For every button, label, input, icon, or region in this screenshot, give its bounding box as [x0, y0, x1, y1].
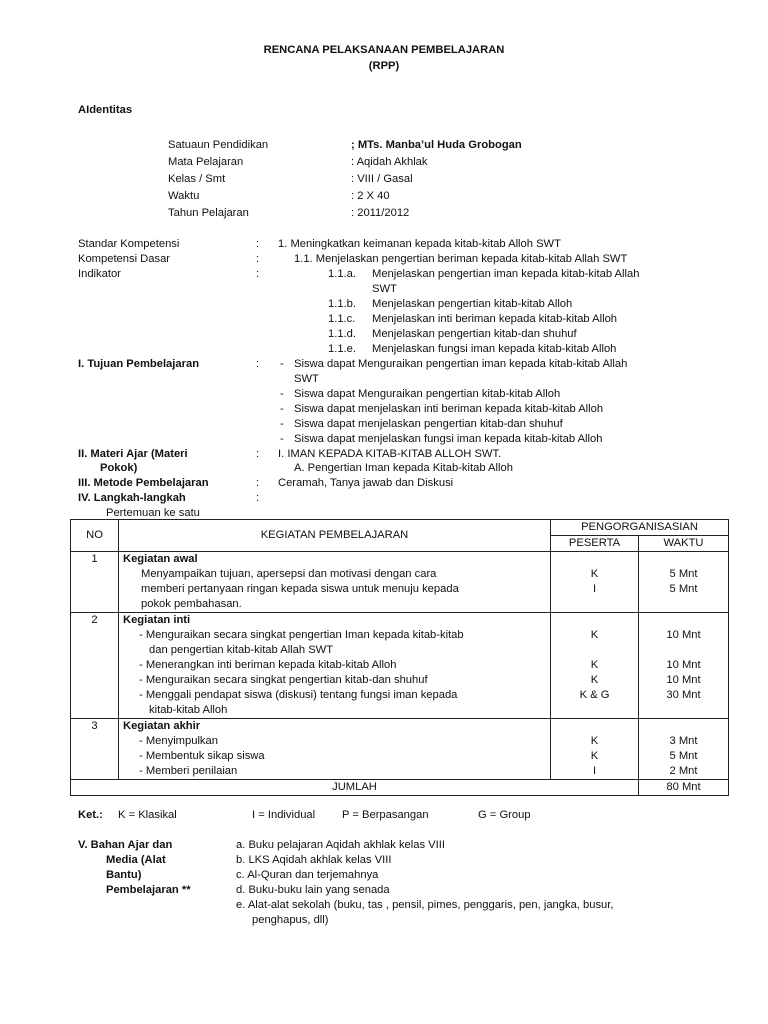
identitas-value: : 2011/2012 — [351, 207, 410, 219]
section-line: memberi pertanyaan ringan kepada siswa untuk menuju kepada — [141, 583, 459, 595]
waktu-value: 2 Mnt — [669, 765, 698, 777]
jumlah-label: JUMLAH — [71, 780, 639, 796]
section-line: - Menguraikan secara singkat pengertian Iman kepada kitab-kitab — [139, 629, 464, 641]
section-line: Menyampaikan tujuan, apersepsi dan motivasi dengan cara — [141, 568, 437, 580]
identitas-label: Tahun Pelajaran — [168, 207, 249, 219]
tujuan-item-cont: SWT — [294, 373, 319, 385]
ket-p: P = Berpasangan — [342, 809, 429, 821]
header-pengorganisasian: PENGORGANISASIAN — [551, 520, 729, 536]
bullet-dash: - — [280, 433, 284, 445]
colon: : — [256, 448, 260, 460]
section-line: - Memberi penilaian — [139, 765, 238, 777]
indikator-label: Indikator — [78, 268, 121, 280]
total-row — [71, 780, 729, 796]
peserta-value: K — [590, 568, 599, 580]
waktu-value: 10 Mnt — [666, 674, 701, 686]
standar-kompetensi-label: Standar Kompetensi — [78, 238, 180, 250]
peserta-value: I — [592, 765, 597, 777]
header-peserta: PESERTA — [551, 536, 639, 552]
identitas-label: Satuaun Pendidikan — [168, 139, 269, 151]
indikator-text-cont: SWT — [372, 283, 397, 295]
metode-value: Ceramah, Tanya jawab dan Diskusi — [278, 477, 454, 489]
indikator-num: 1.1.d. — [328, 328, 356, 340]
identitas-heading: AIdentitas — [78, 104, 133, 116]
waktu-value: 30 Mnt — [666, 689, 701, 701]
colon: : — [256, 492, 260, 504]
indikator-text: Menjelaskan pengertian iman kepada kitab-kitab Allah — [372, 268, 640, 280]
kompetensi-dasar-label: Kompetensi Dasar — [78, 253, 171, 265]
peserta-value: K — [590, 674, 599, 686]
kegiatan-table — [70, 519, 729, 796]
identitas-value: : Aqidah Akhlak — [351, 156, 428, 168]
colon: : — [256, 358, 260, 370]
waktu-value: 10 Mnt — [666, 629, 701, 641]
identitas-value: ; MTs. Manba’ul Huda Grobogan — [351, 139, 522, 151]
section-line: dan pengertian kitab-kitab Allah SWT — [149, 644, 334, 656]
bullet-dash: - — [280, 418, 284, 430]
identitas-label: Kelas / Smt — [168, 173, 226, 185]
peserta-value: K — [590, 629, 599, 641]
waktu-value: 5 Mnt — [669, 750, 698, 762]
ket-g: G = Group — [478, 809, 531, 821]
colon: : — [256, 268, 260, 280]
header-kegiatan: KEGIATAN PEMBELAJARAN — [119, 520, 551, 552]
materi-line: A. Pengertian Iman kepada Kitab-kitab Alloh — [294, 462, 513, 474]
indikator-num: 1.1.b. — [328, 298, 356, 310]
indikator-text: Menjelaskan pengertian kitab-kitab Alloh — [372, 298, 573, 310]
bahan-item: d. Buku-buku lain yang senada — [236, 884, 390, 896]
header-no: NO — [71, 520, 119, 552]
peserta-value: K — [590, 735, 599, 747]
table-row — [71, 613, 729, 719]
peserta-value: K — [590, 659, 599, 671]
row-number: 2 — [71, 613, 119, 719]
waktu-value: 5 Mnt — [669, 583, 698, 595]
bahan-label: Media (Alat — [106, 854, 166, 866]
peserta-value: K — [590, 750, 599, 762]
section-title: Kegiatan akhir — [123, 720, 201, 732]
bahan-label: Bantu) — [106, 869, 142, 881]
identitas-value: : VIII / Gasal — [351, 173, 413, 185]
bullet-dash: - — [280, 403, 284, 415]
colon: : — [256, 238, 260, 250]
colon: : — [256, 477, 260, 489]
identitas-label: Mata Pelajaran — [168, 156, 244, 168]
bullet-dash: - — [280, 358, 284, 370]
ket-k: K = Klasikal — [118, 809, 177, 821]
table-row — [71, 552, 729, 613]
jumlah-value: 80 Mnt — [639, 780, 729, 796]
kompetensi-dasar-value: 1.1. Menjelaskan pengertian beriman kepada kitab-kitab Allah SWT — [294, 253, 628, 265]
identitas-value: : 2 X 40 — [351, 190, 390, 202]
section-line: - Menerangkan inti beriman kepada kitab-kitab Alloh — [139, 659, 397, 671]
page-subtitle: (RPP) — [368, 60, 400, 72]
identitas-label: Waktu — [168, 190, 200, 202]
colon: : — [256, 253, 260, 265]
metode-label: III. Metode Pembelajaran — [78, 477, 209, 489]
waktu-value: 10 Mnt — [666, 659, 701, 671]
bahan-label: Pembelajaran ** — [106, 884, 191, 896]
standar-kompetensi-value: 1. Meningkatkan keimanan kepada kitab-kitab Alloh SWT — [278, 238, 561, 250]
tujuan-label: I. Tujuan Pembelajaran — [78, 358, 200, 370]
materi-label-cont: Pokok) — [100, 462, 138, 474]
peserta-value: K & G — [579, 689, 610, 701]
section-line: - Membentuk sikap siswa — [139, 750, 265, 762]
tujuan-item: Siswa dapat menjelaskan inti beriman kepada kitab-kitab Alloh — [294, 403, 604, 415]
row-number: 3 — [71, 719, 119, 780]
tujuan-item: Siswa dapat menjelaskan fungsi iman kepada kitab-kitab Alloh — [294, 433, 603, 445]
bahan-item: b. LKS Aqidah akhlak kelas VIII — [236, 854, 392, 866]
page-title: RENCANA PELAKSANAAN PEMBELAJARAN — [263, 44, 505, 56]
langkah-label: IV. Langkah-langkah — [78, 492, 186, 504]
section-line: - Menguraikan secara singkat pengertian kitab-dan shuhuf — [139, 674, 428, 686]
header-waktu: WAKTU — [639, 536, 729, 552]
waktu-value: 3 Mnt — [669, 735, 698, 747]
section-line: pokok pembahasan. — [141, 598, 242, 610]
tujuan-item: Siswa dapat Menguraikan pengertian iman kepada kitab-kitab Allah — [294, 358, 628, 370]
bahan-item-cont: penghapus, dll) — [252, 914, 329, 926]
indikator-num: 1.1.e. — [328, 343, 356, 355]
table-row — [71, 719, 729, 780]
tujuan-item: Siswa dapat menjelaskan pengertian kitab-dan shuhuf — [294, 418, 563, 430]
materi-label: II. Materi Ajar (Materi — [78, 448, 188, 460]
tujuan-item: Siswa dapat Menguraikan pengertian kitab-kitab Alloh — [294, 388, 561, 400]
indikator-text: Menjelaskan pengertian kitab-dan shuhuf — [372, 328, 577, 340]
bullet-dash: - — [280, 388, 284, 400]
section-line: kitab-kitab Alloh — [149, 704, 228, 716]
ket-label: Ket.: — [78, 809, 103, 821]
materi-line: I. IMAN KEPADA KITAB-KITAB ALLOH SWT. — [278, 448, 502, 460]
indikator-num: 1.1.a. — [328, 268, 356, 280]
bahan-item: a. Buku pelajaran Aqidah akhlak kelas VIII — [236, 839, 445, 851]
bahan-item: c. Al-Quran dan terjemahnya — [236, 869, 379, 881]
row-number: 1 — [71, 552, 119, 613]
bahan-item: e. Alat-alat sekolah (buku, tas , pensil, pimes, penggaris, pen, jangka, busur, — [236, 899, 614, 911]
section-line: - Menyimpulkan — [139, 735, 218, 747]
waktu-value: 5 Mnt — [669, 568, 698, 580]
section-line: - Menggali pendapat siswa (diskusi) tentang fungsi iman kepada — [139, 689, 458, 701]
indikator-text: Menjelaskan inti beriman kepada kitab-kitab Alloh — [372, 313, 618, 325]
indikator-text: Menjelaskan fungsi iman kepada kitab-kitab Alloh — [372, 343, 617, 355]
ket-i: I = Individual — [252, 809, 316, 821]
section-title: Kegiatan inti — [123, 614, 191, 626]
indikator-num: 1.1.c. — [328, 313, 356, 325]
pertemuan-label: Pertemuan ke satu — [106, 507, 200, 519]
peserta-value: I — [592, 583, 597, 595]
section-title: Kegiatan awal — [123, 553, 198, 565]
bahan-label: V. Bahan Ajar dan — [78, 839, 173, 851]
